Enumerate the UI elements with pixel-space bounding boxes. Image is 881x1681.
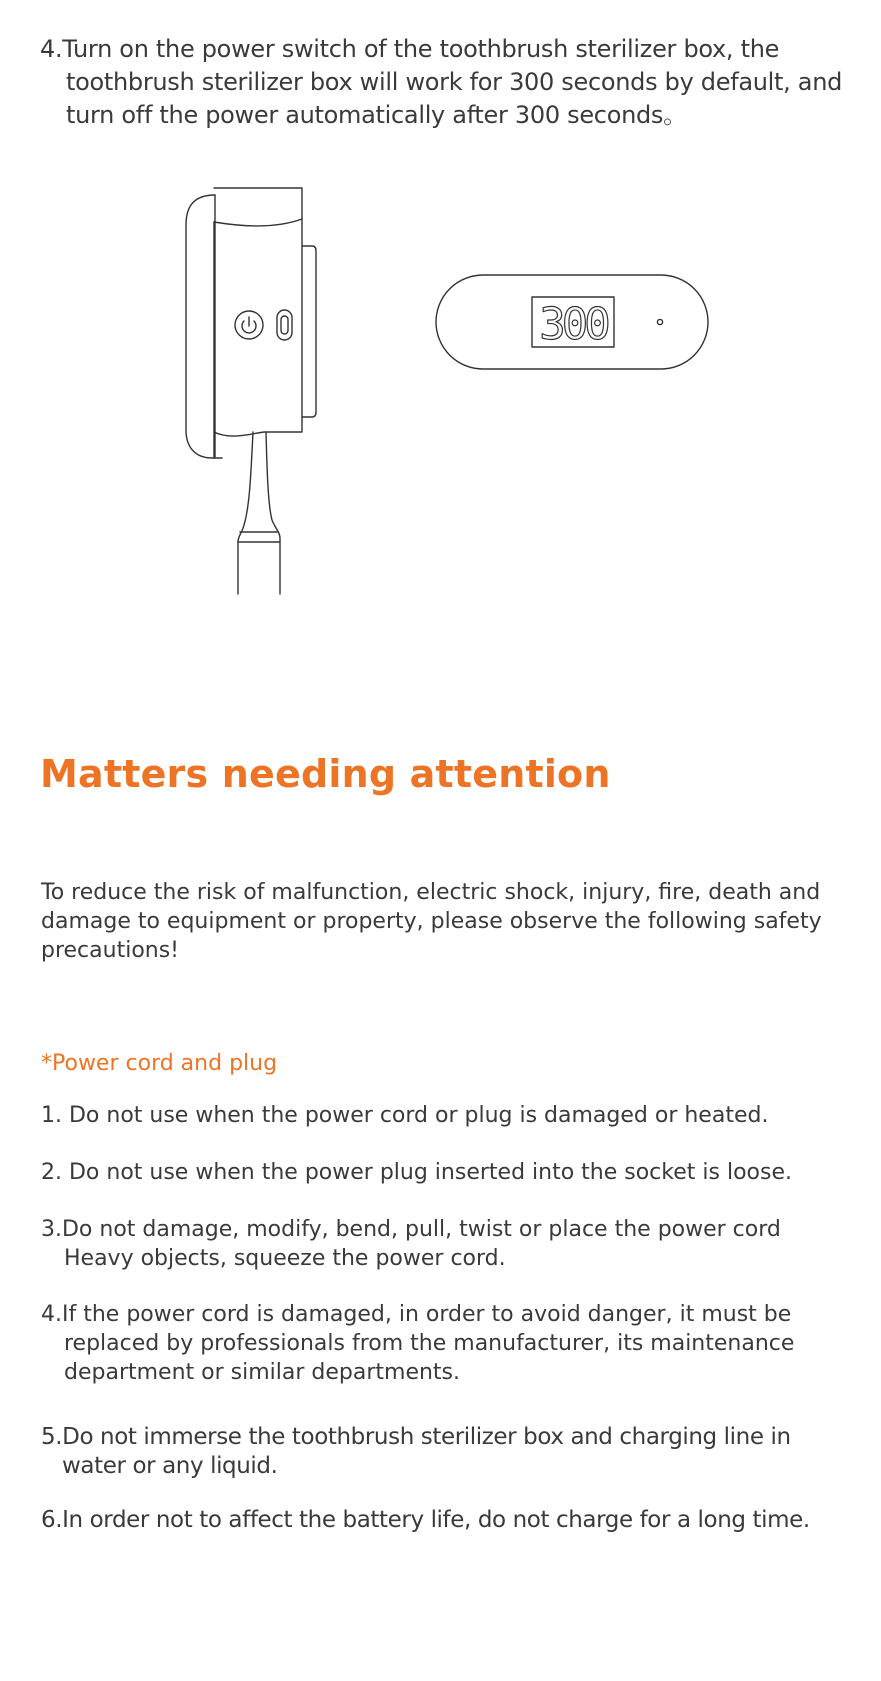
step-4-line-3: turn off the power automatically after 300 seconds。: [66, 101, 687, 129]
precaution-line: water or any liquid.: [62, 1453, 278, 1479]
display-readout: 300: [539, 299, 607, 350]
precaution-item: [41, 1423, 861, 1481]
precaution-item: [41, 1215, 861, 1273]
precaution-line: 2. Do not use when the power plug inserted into the socket is loose.: [41, 1160, 792, 1185]
precaution-item: [41, 1506, 861, 1535]
status-dot-icon: [657, 319, 662, 324]
section-title: Matters needing attention: [40, 752, 611, 796]
precaution-item: [41, 1300, 861, 1387]
precaution-line: 3.Do not damage, modify, bend, pull, twist or place the power cord: [41, 1217, 781, 1242]
precaution-line: 1. Do not use when the power cord or plug is damaged or heated.: [41, 1103, 769, 1128]
sterilizer-side-view: [186, 188, 316, 594]
precaution-line: 6.In order not to affect the battery life, do not charge for a long time.: [41, 1507, 810, 1533]
precaution-line: department or similar departments.: [64, 1360, 460, 1385]
indicator-light-icon: [277, 310, 292, 340]
intro-line: To reduce the risk of malfunction, electric shock, injury, fire, death and: [41, 880, 821, 905]
subsection-title: *Power cord and plug: [41, 1051, 278, 1076]
sterilizer-illustration: [0, 0, 881, 620]
precaution-line: Heavy objects, squeeze the power cord.: [64, 1246, 506, 1271]
step-4-line-2: toothbrush sterilizer box will work for 300 seconds by default, and: [66, 68, 843, 96]
intro-line: precautions!: [41, 938, 180, 963]
precaution-item: [41, 1158, 861, 1187]
intro-line: damage to equipment or property, please observe the following safety: [41, 909, 822, 934]
precaution-line: 5.Do not immerse the toothbrush sterilizer box and charging line in: [41, 1424, 791, 1450]
precaution-item: [41, 1101, 861, 1130]
intro-paragraph: [41, 878, 861, 965]
step-4-line-1: 4.Turn on the power switch of the toothbrush sterilizer box, the: [40, 35, 780, 63]
precaution-line: 4.If the power cord is damaged, in order to avoid danger, it must be: [41, 1302, 792, 1327]
precaution-line: replaced by professionals from the manufacturer, its maintenance: [64, 1331, 795, 1356]
